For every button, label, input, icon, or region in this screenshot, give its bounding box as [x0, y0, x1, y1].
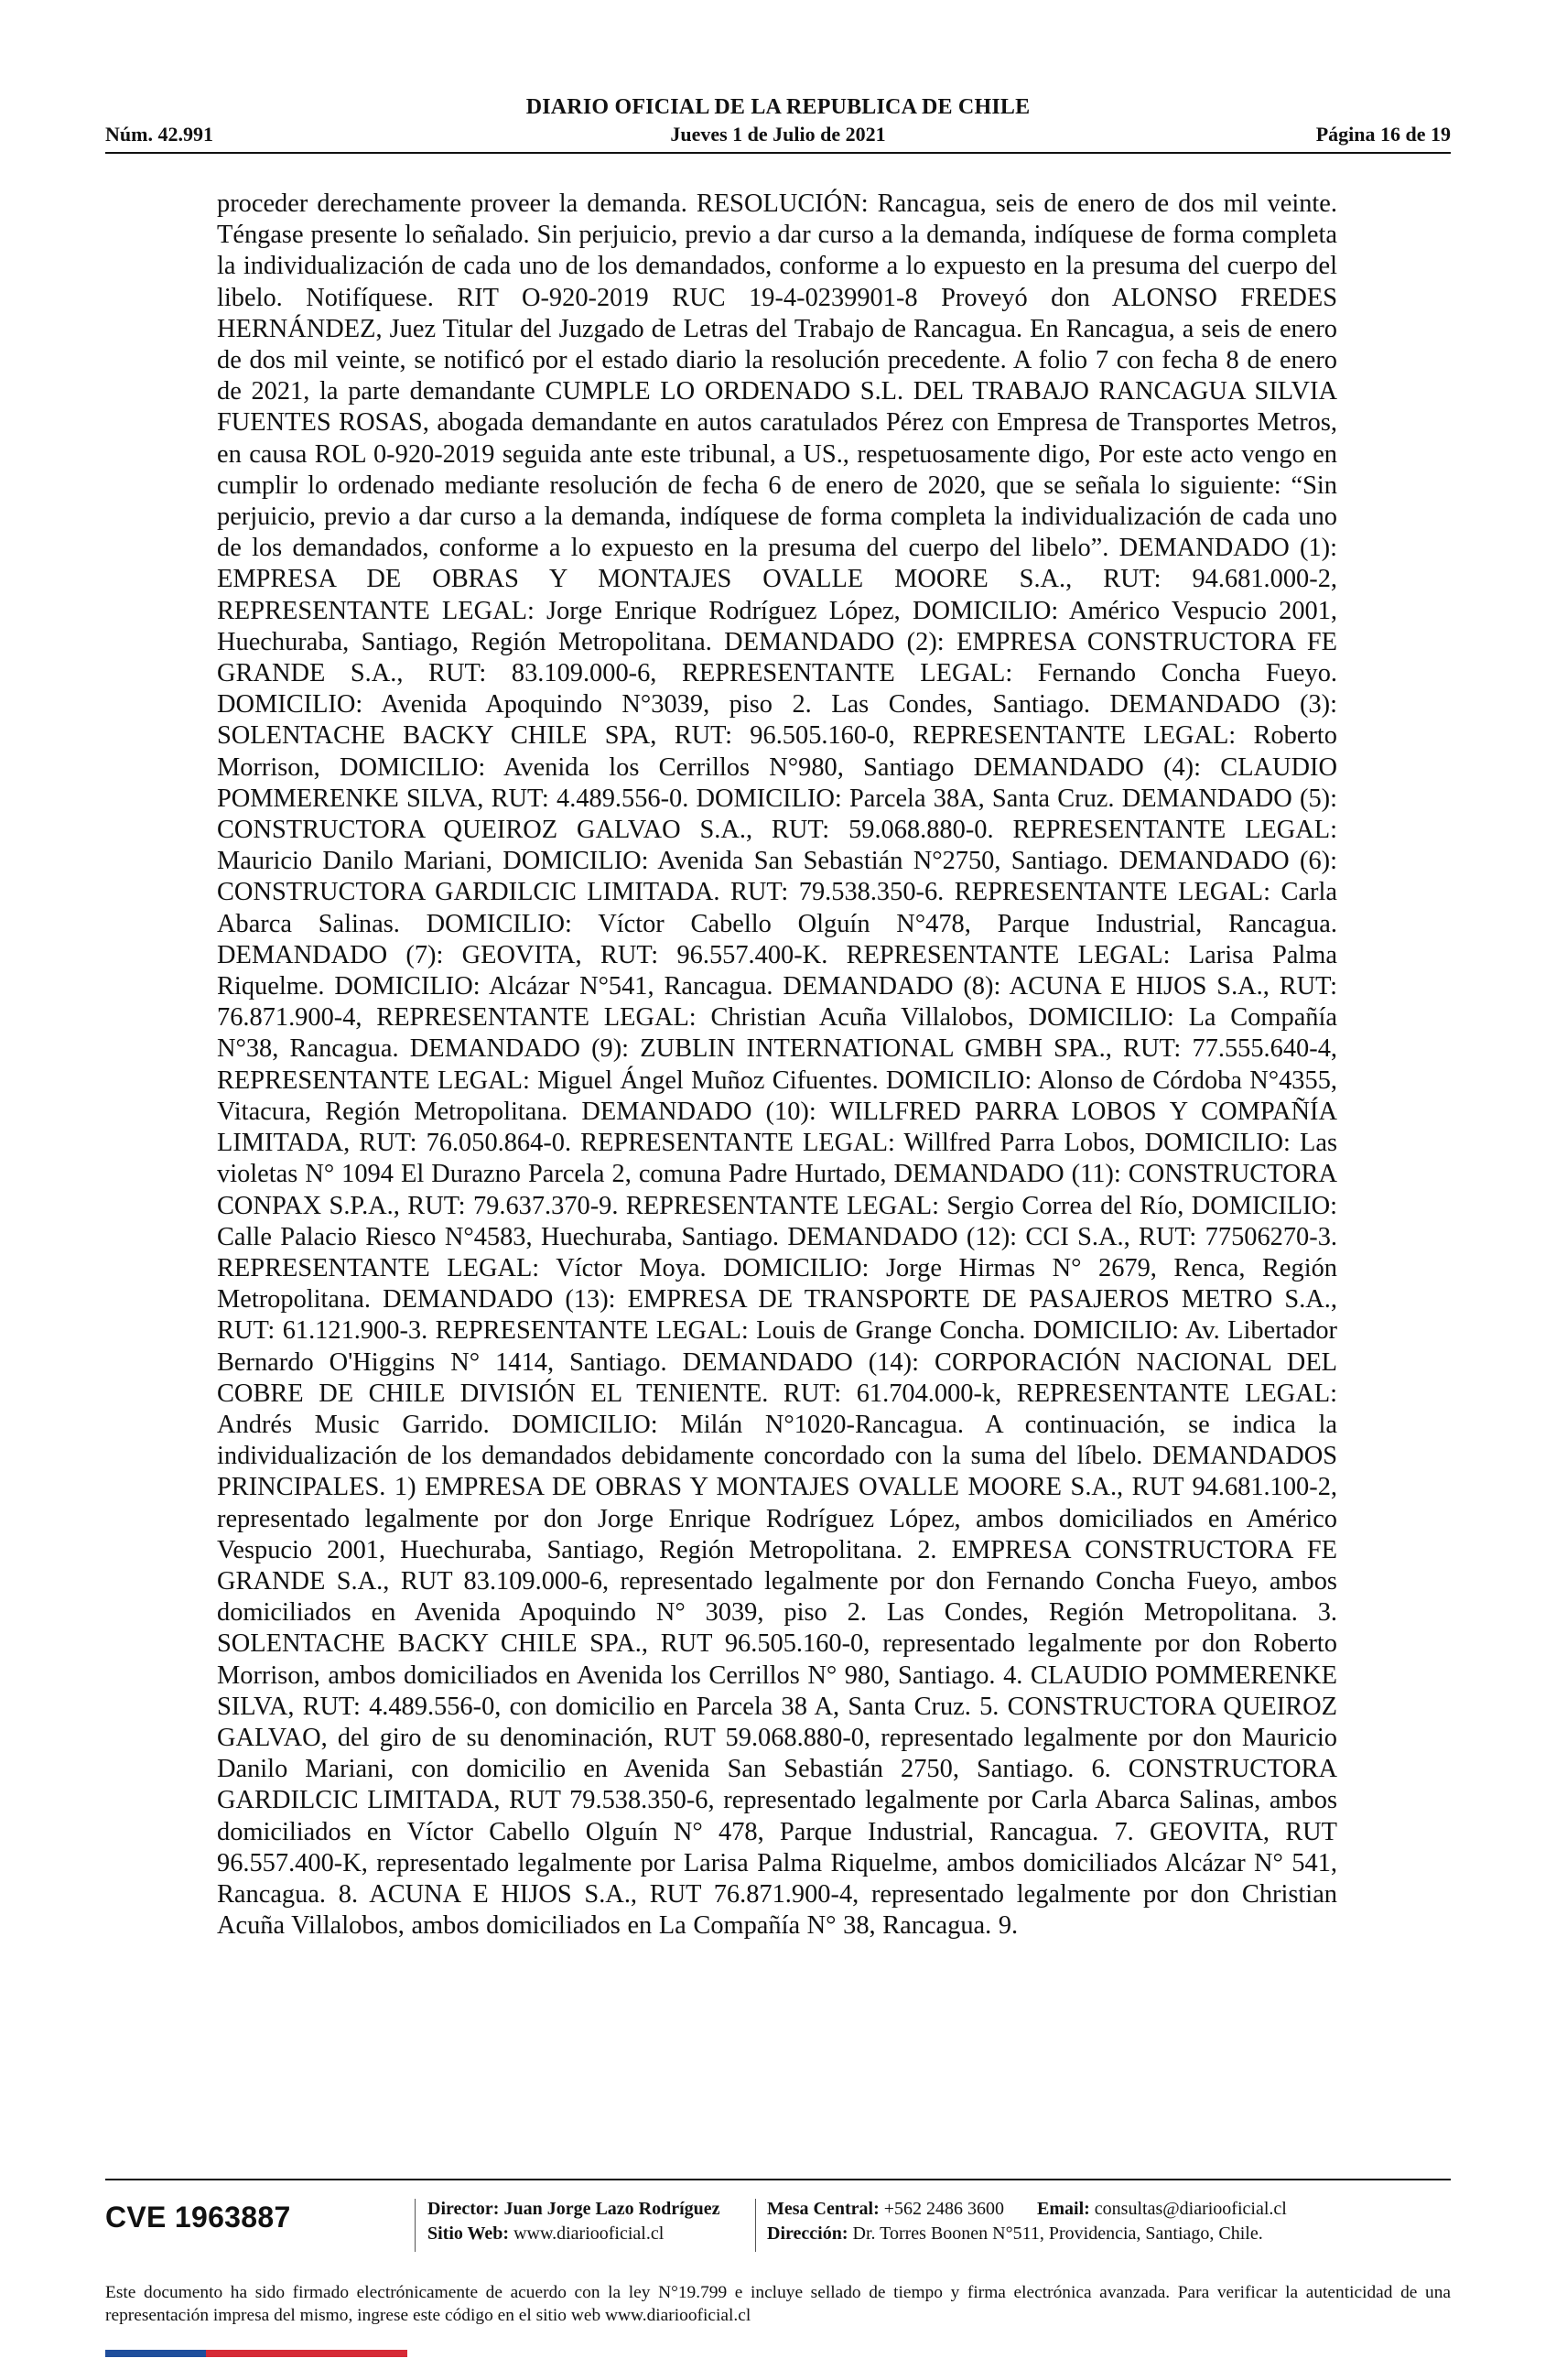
footer-separator	[415, 2199, 416, 2252]
legal-notice: Este documento ha sido firmado electrónicamente de acuerdo con la ley N°19.799 e incluye sellado de tiempo y firma electrónica avanzada. Para verificar la autenticidad de una representación impresa del mismo, ingrese este código en el sitio web www.diariooficial.cl	[105, 2283, 1451, 2325]
email-link[interactable]: consultas@diariooficial.cl	[1094, 2199, 1287, 2219]
flag-blue-segment	[105, 2350, 206, 2357]
issue-number: Núm. 42.991	[105, 123, 213, 146]
phone-number: +562 2486 3600	[883, 2199, 1005, 2219]
cve-code: CVE 1963887	[105, 2201, 291, 2234]
director-name: Juan Jorge Lazo Rodríguez	[503, 2199, 720, 2219]
page-header	[105, 92, 1451, 156]
flag-red-segment	[206, 2350, 407, 2357]
website-link[interactable]: www.diariooficial.cl	[513, 2223, 665, 2244]
address-value: Dr. Torres Boonen N°511, Providencia, Santiago, Chile.	[852, 2223, 1263, 2244]
chilean-flag-stripe	[105, 2350, 407, 2357]
footer-contact-block	[767, 2197, 1287, 2246]
header-divider	[105, 152, 1451, 154]
website-label: Sitio Web:	[427, 2223, 510, 2244]
footer-divider	[105, 2179, 1451, 2180]
address-label: Dirección:	[767, 2223, 848, 2244]
document-body: proceder derechamente proveer la demanda. RESOLUCIÓN: Rancagua, seis de enero de dos mil veinte. Téngase presente lo señalado. Sin perjuicio, previo a dar curso a la demanda, indíquese de forma completa la individualización de cada uno de los demandados, conforme a lo expuesto en la presuma del cuerpo del libelo. Notifíquese. RIT O-920-2019 RUC 19-4-0239901-8 Proveyó don ALONSO FREDES HERNÁNDEZ, Juez Titular del Juzgado de Letras del Trabajo de Rancagua. En Rancagua, a seis de enero de dos mil veinte, se notificó por el estado diario la resolución precedente. A folio 7 con fecha 8 de enero de 2021, la parte demandante CUMPLE LO ORDENADO S.L. DEL TRABAJO RANCAGUA SILVIA FUENTES ROSAS, abogada demandante en autos caratulados Pérez con Empresa de Transportes Metros, en causa ROL 0-920-2019 seguida ante este tribunal, a US., respetuosamente digo, Por este acto vengo en cumplir lo ordenado mediante resolución de fecha 6 de enero de 2020, que se señala lo siguiente: “Sin perjuicio, previo a dar curso a la demanda, indíquese de forma completa la individualización de cada uno de los demandados, conforme a lo expuesto en la presuma del cuerpo del libelo”. DEMANDADO (1): EMPRESA DE OBRAS Y MONTAJES OVALLE MOORE S.A., RUT: 94.681.000-2, REPRESENTANTE LEGAL: Jorge Enrique Rodríguez López, DOMICILIO: Américo Vespucio 2001, Huechuraba, Santiago, Región Metropolitana. DEMANDADO (2): EMPRESA CONSTRUCTORA FE GRANDE S.A., RUT: 83.109.000-6, REPRESENTANTE LEGAL: Fernando Concha Fueyo. DOMICILIO: Avenida Apoquindo N°3039, piso 2. Las Condes, Santiago. DEMANDADO (3): SOLENTACHE BACKY CHILE SPA, RUT: 96.505.160-0, REPRESENTANTE LEGAL: Roberto Morrison, DOMICILIO: Avenida los Cerrillos N°980, Santiago DEMANDADO (4): CLAUDIO POMMERENKE SILVA, RUT: 4.489.556-0. DOMICILIO: Parcela 38A, Santa Cruz. DEMANDADO (5): CONSTRUCTORA QUEIROZ GALVAO S.A., RUT: 59.068.880-0. REPRESENTANTE LEGAL: Mauricio Danilo Mariani, DOMICILIO: Avenida San Sebastián N°2750, Santiago. DEMANDADO (6): CONSTRUCTORA GARDILCIC LIMITADA. RUT: 79.538.350-6. REPRESENTANTE LEGAL: Carla Abarca Salinas. DOMICILIO: Víctor Cabello Olguín N°478, Parque Industrial, Rancagua. DEMANDADO (7): GEOVITA, RUT: 96.557.400-K. REPRESENTANTE LEGAL: Larisa Palma Riquelme. DOMICILIO: Alcázar N°541, Rancagua. DEMANDADO (8): ACUNA E HIJOS S.A., RUT: 76.871.900-4, REPRESENTANTE LEGAL: Christian Acuña Villalobos, DOMICILIO: La Compañía N°38, Rancagua. DEMANDADO (9): ZUBLIN INTERNATIONAL GMBH SPA., RUT: 77.555.640-4, REPRESENTANTE LEGAL: Miguel Ángel Muñoz Cifuentes. DOMICILIO: Alonso de Córdoba N°4355, Vitacura, Región Metropolitana. DEMANDADO (10): WILLFRED PARRA LOBOS Y COMPAÑÍA LIMITADA, RUT: 76.050.864-0. REPRESENTANTE LEGAL: Willfred Parra Lobos, DOMICILIO: Las violetas N° 1094 El Durazno Parcela 2, comuna Padre Hurtado, DEMANDADO (11): CONSTRUCTORA CONPAX S.P.A., RUT: 79.637.370-9. REPRESENTANTE LEGAL: Sergio Correa del Río, DOMICILIO: Calle Palacio Riesco N°4583, Huechuraba, Santiago. DEMANDADO (12): CCI S.A., RUT: 77506270-3. REPRESENTANTE LEGAL: Víctor Moya. DOMICILIO: Jorge Hirmas N° 2679, Renca, Región Metropolitana. DEMANDADO (13): EMPRESA DE TRANSPORTE DE PASAJEROS METRO S.A., RUT: 61.121.900-3. REPRESENTANTE LEGAL: Louis de Grange Concha. DOMICILIO: Av. Libertador Bernardo O'Higgins N° 1414, Santiago. DEMANDADO (14): CORPORACIÓN NACIONAL DEL COBRE DE CHILE DIVISIÓN EL TENIENTE. RUT: 61.704.000-k, REPRESENTANTE LEGAL: Andrés Music Garrido. DOMICILIO: Milán N°1020-Rancagua. A continuación, se indica la individualización de los demandados debidamente concordado con la suma del líbelo. DEMANDADOS PRINCIPALES. 1) EMPRESA DE OBRAS Y MONTAJES OVALLE MOORE S.A., RUT 94.681.100-2, representado legalmente por don Jorge Enrique Rodríguez López, ambos domiciliados en Américo Vespucio 2001, Huechuraba, Santiago, Región Metropolitana. 2. EMPRESA CONSTRUCTORA FE GRANDE S.A., RUT 83.109.000-6, representado legalmente por don Fernando Concha Fueyo, ambos domiciliados en Avenida Apoquindo N° 3039, piso 2. Las Condes, Región Metropolitana. 3. SOLENTACHE BACKY CHILE SPA., RUT 96.505.160-0, representado legalmente por don Roberto Morrison, ambos domiciliados en Avenida los Cerrillos N° 980, Santiago. 4. CLAUDIO POMMERENKE SILVA, RUT: 4.489.556-0, con domicilio en Parcela 38 A, Santa Cruz. 5. CONSTRUCTORA QUEIROZ GALVAO, del giro de su denominación, RUT 59.068.880-0, representado legalmente por don Mauricio Danilo Mariani, con domicilio en Avenida San Sebastián 2750, Santiago. 6. CONSTRUCTORA GARDILCIC LIMITADA, RUT 79.538.350-6, representado legalmente por Carla Abarca Salinas, ambos domiciliados en Víctor Cabello Olguín N° 478, Parque Industrial, Rancagua. 7. GEOVITA, RUT 96.557.400-K, representado legalmente por Larisa Palma Riquelme, ambos domiciliados Alcázar N° 541, Rancagua. 8. ACUNA E HIJOS S.A., RUT 76.871.900-4, representado legalmente por don Christian Acuña Villalobos, ambos domiciliados en La Compañía N° 38, Rancagua. 9.	[217, 189, 1337, 1941]
footer-director-block	[427, 2197, 720, 2246]
page-number: Página 16 de 19	[1315, 123, 1451, 146]
director-label: Director:	[427, 2199, 500, 2219]
publication-title: DIARIO OFICIAL DE LA REPUBLICA DE CHILE	[525, 95, 1031, 119]
publication-date: Jueves 1 de Julio de 2021	[670, 123, 886, 146]
phone-label: Mesa Central:	[767, 2199, 880, 2219]
footer-separator	[755, 2199, 756, 2252]
page-footer	[105, 2179, 1451, 2362]
email-label: Email:	[1037, 2199, 1090, 2219]
